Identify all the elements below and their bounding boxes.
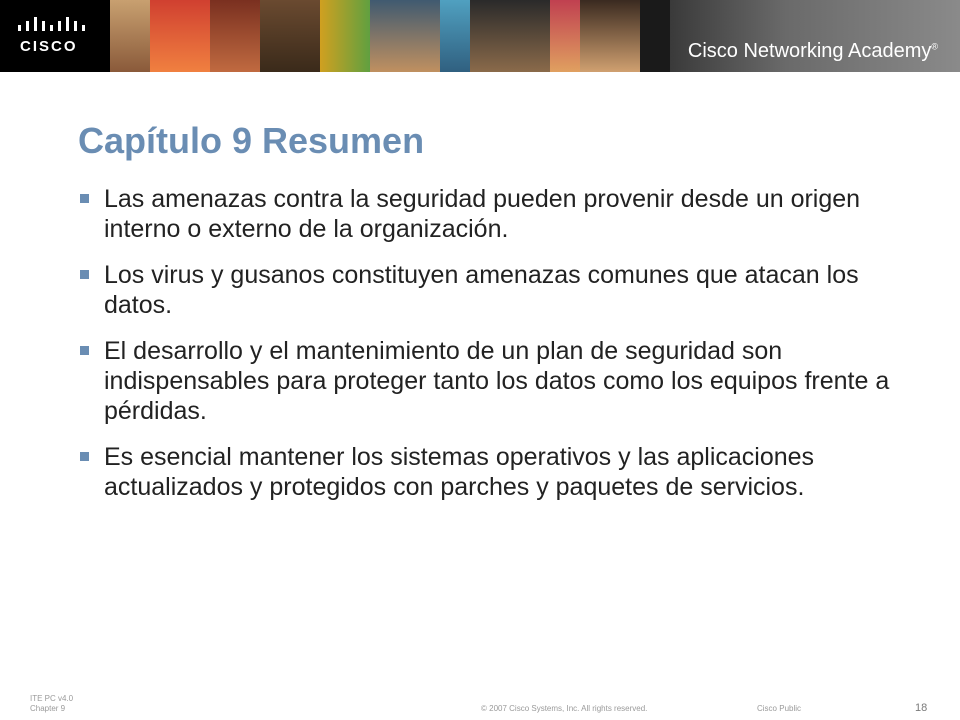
footer-course: ITE PC v4.0 [30,694,74,703]
square-bullet-icon [80,194,89,203]
photo-tile [210,0,260,72]
photo-tile [370,0,440,72]
slide-title: Capítulo 9 Resumen [78,120,425,161]
bullet-item [78,336,908,426]
bullet-item [78,184,908,244]
photo-tile [320,0,370,72]
cisco-wordmark: CISCO [20,38,78,55]
academy-area [670,0,960,72]
photo-tile [110,0,150,72]
bullet-text: Las amenazas contra la seguridad pueden provenir desde un origen interno o externo de la organización. [104,185,861,243]
photo-tile [470,0,550,72]
bullet-item [78,260,908,320]
footer-classification: Cisco Public [757,704,802,713]
academy-text: Cisco Networking Academy [687,40,932,62]
square-bullet-icon [80,452,89,461]
photo-tile [580,0,640,72]
cisco-bars-icon [18,16,92,34]
bullet-text: Los virus y gusanos constituyen amenazas comunes que atacan los datos. [104,261,859,319]
academy-label [688,40,938,63]
bullet-item [78,442,908,502]
page-number: 18 [915,702,928,714]
photo-tile [440,0,470,72]
cisco-logo [0,0,110,72]
footer-chapter: Chapter 9 [30,704,66,713]
academy-mark: ® [931,41,938,52]
photo-tile [150,0,210,72]
photo-tile [260,0,320,72]
footer-copyright: © 2007 Cisco Systems, Inc. All rights reserved. [481,704,648,713]
header-banner [0,0,960,72]
square-bullet-icon [80,270,89,279]
square-bullet-icon [80,346,89,355]
photo-tile [550,0,580,72]
bullet-text: Es esencial mantener los sistemas operativos y las aplicaciones actualizados y protegidos con parches y paquetes de servicios. [104,443,815,501]
bullet-list [78,184,908,518]
photo-strip [110,0,670,72]
bullet-text: El desarrollo y el mantenimiento de un plan de seguridad son indispensables para proteger tanto los datos como los equipos frente a pérdidas. [104,337,890,425]
